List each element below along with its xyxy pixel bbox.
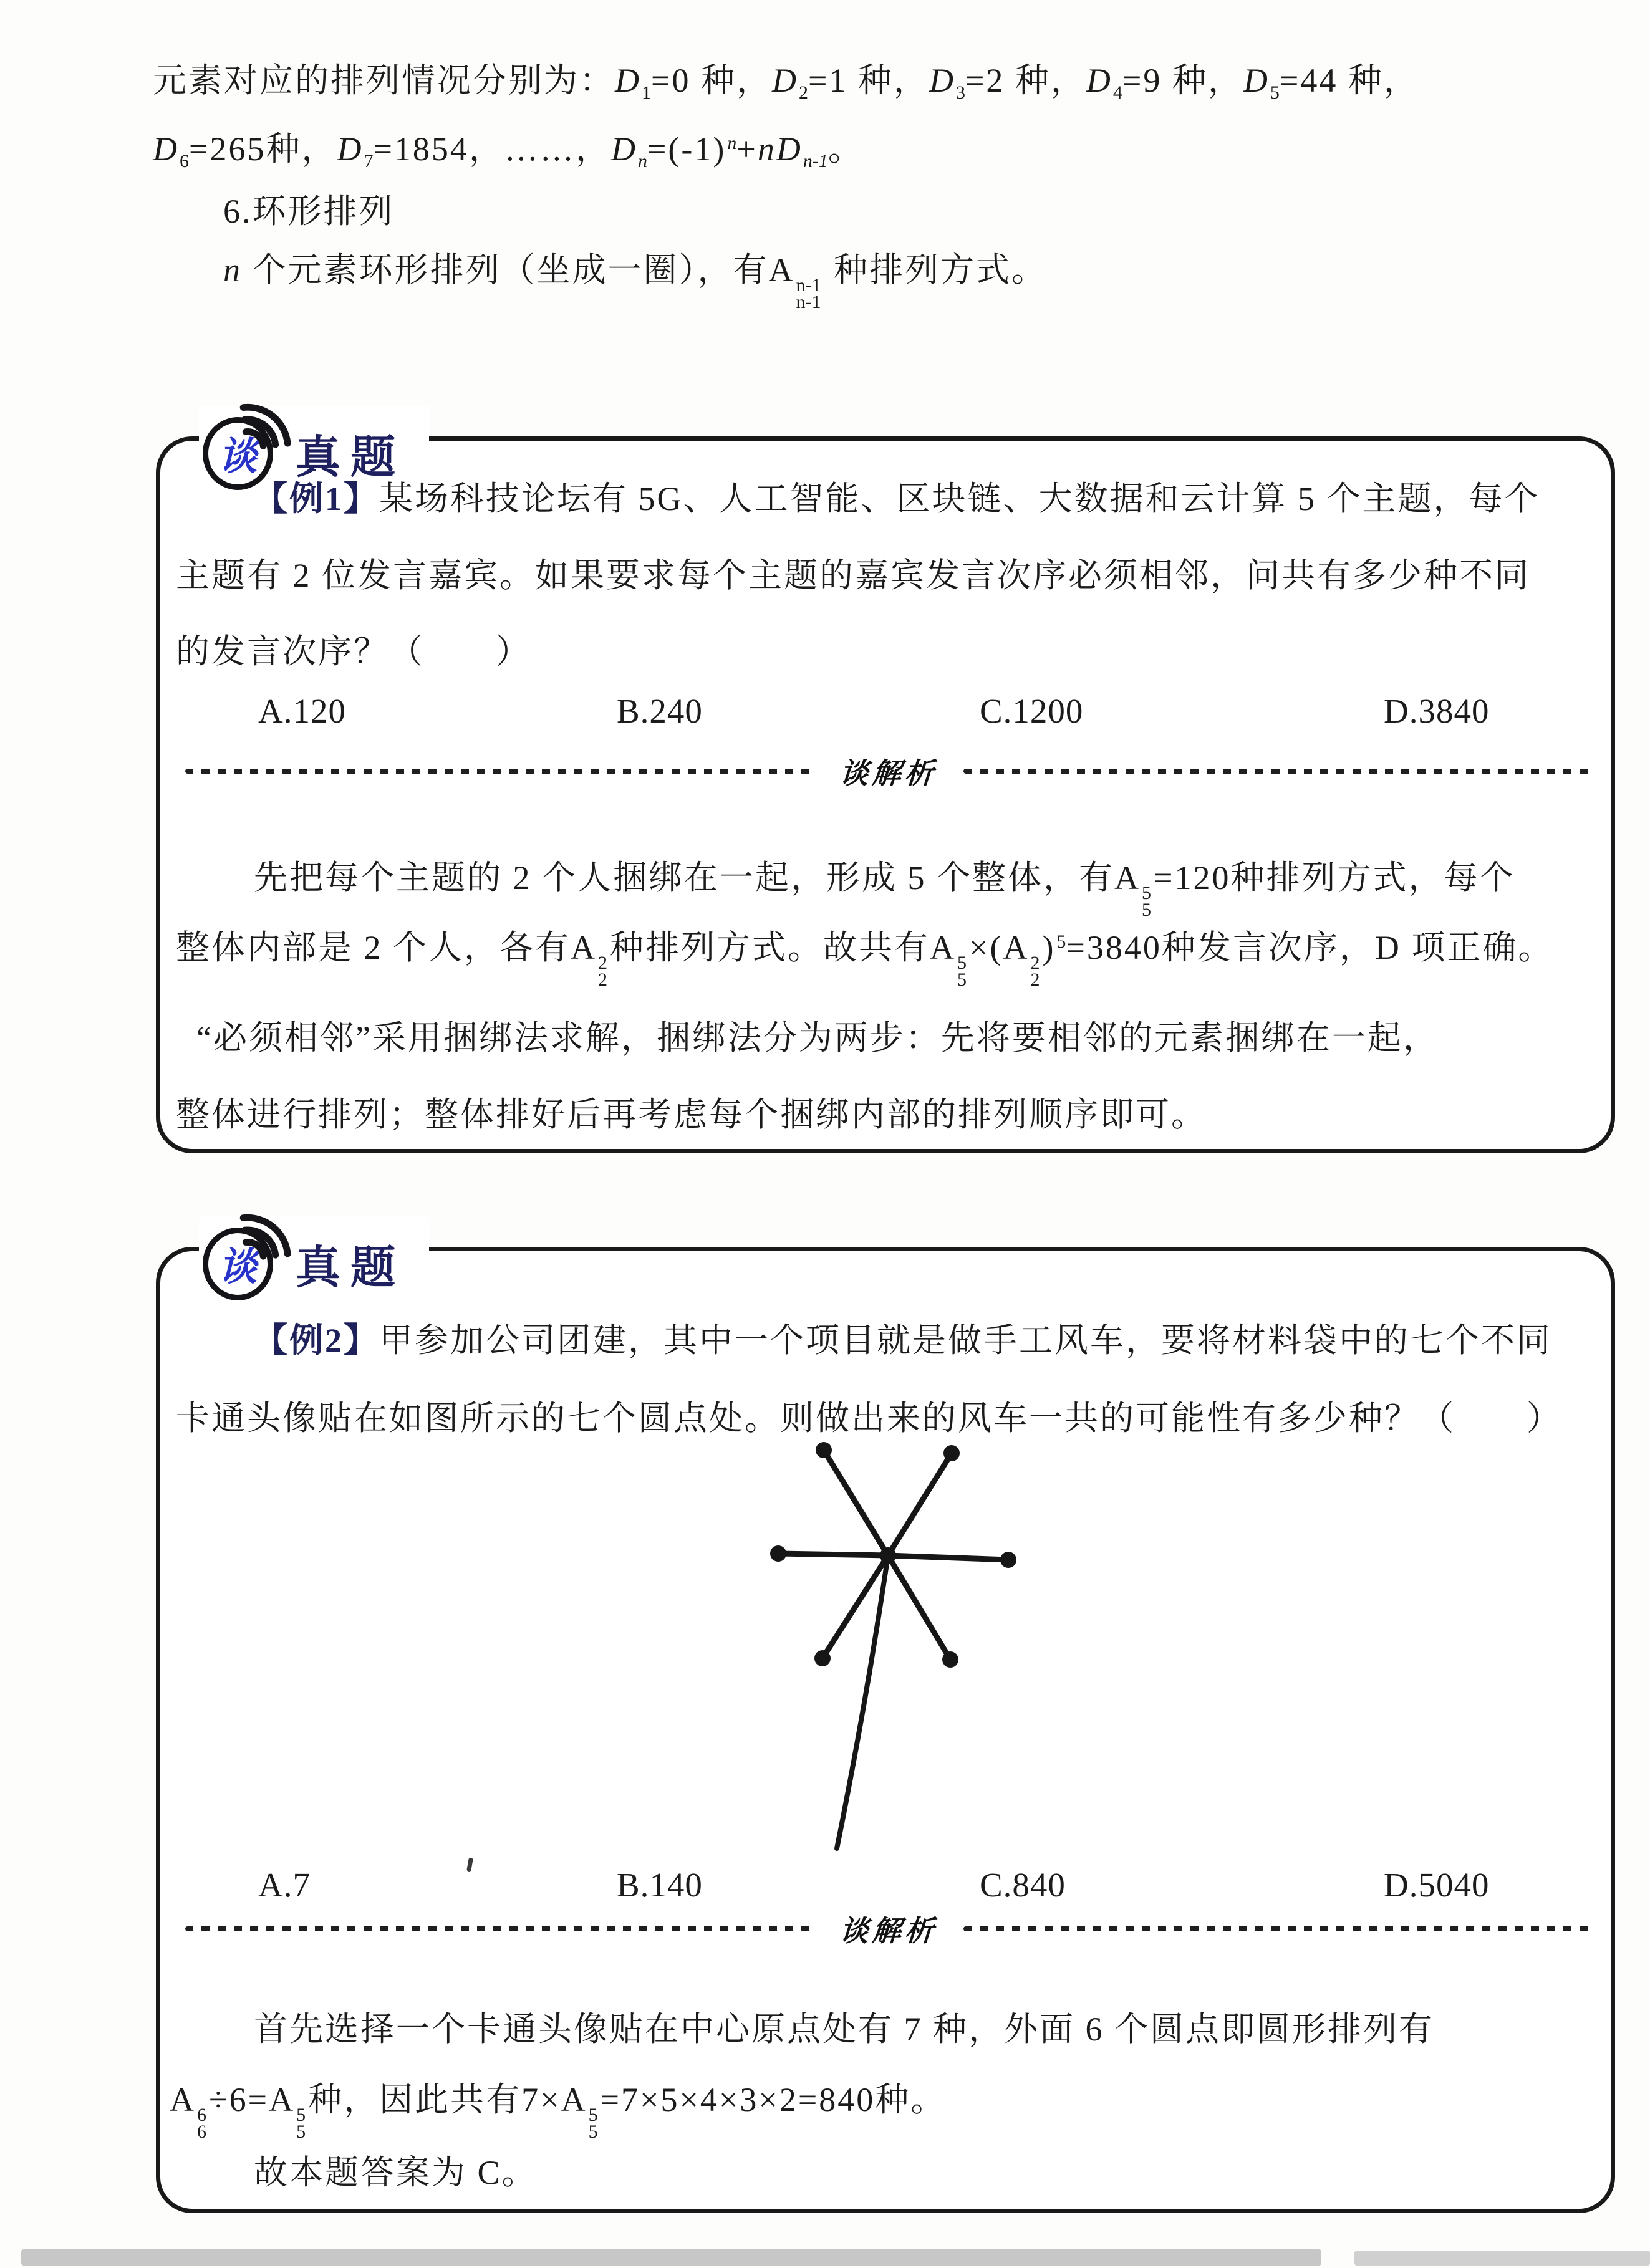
section-title: 6.环形排列 [223, 193, 395, 230]
option-a: A.7 [258, 1866, 311, 1904]
badge-glyph: 谈 [218, 435, 258, 478]
option-d: D.3840 [1384, 692, 1490, 730]
intro-line-2: $D_6=265$种，$D_7=1854$，……，$D_n=(-1)^n+nD_{n-1}$。 [153, 130, 864, 171]
dashed-line [963, 769, 1592, 774]
example1-solution-line-3: “必须相邻”采用捆绑法求解，捆绑法分为两步：先将要相邻的元素捆绑在一起， [196, 1019, 1439, 1057]
option-d: D.5040 [1384, 1866, 1490, 1904]
example2-box [156, 1243, 1615, 2213]
signal-waves-icon [234, 388, 302, 456]
scan-artifact-strip [21, 2249, 1321, 2266]
badge-label: 真题 [296, 1243, 406, 1293]
example1-solution-line-2: 整体内部是 2 个人，各有A 2 2 种排列方式。故共有A 5 5 ×(A 2 2 )$^5$=3840种发言次序，D 项正确。 [176, 929, 1554, 991]
analysis-divider-label: 谈解析 [838, 1915, 938, 1947]
intro-line-1: 元素对应的排列情况分别为：$D_1=0$ 种，$D_2=1$ 种，$D_3=2$ 种，$D_4=9$ 种，$D_5=44$ 种， [153, 62, 1419, 103]
analysis-divider [185, 754, 1592, 789]
example2-solution-line-2: A 6 6 ÷6=A 5 5 种，因此共有7×A 5 5 =7×5×4×3×2=840种。 [170, 2081, 947, 2143]
example1-solution-line-4: 整体进行排列；整体排好后再考虑每个捆绑内部的排列顺序即可。 [176, 1096, 1207, 1133]
scan-artifact-strip [1354, 2251, 1650, 2266]
example1-question-line-3: 的发言次序？（ ） [176, 633, 531, 670]
example1-solution-line-1: 先把每个主题的 2 个人捆绑在一起，形成 5 个整体，有A 5 5 =120种排列方式，每个 [254, 859, 1515, 921]
badge-label: 真题 [296, 433, 406, 483]
example1-question-line-2: 主题有 2 位发言嘉宾。如果要求每个主题的嘉宾发言次序必须相邻，问共有多少种不同 [176, 557, 1530, 594]
signal-waves-icon [234, 1199, 302, 1266]
dashed-line [185, 769, 814, 774]
example2-question-line-1: 【例2】甲参加公司团建，其中一个项目就是做手工风车，要将材料袋中的七个不同 [254, 1322, 1552, 1359]
dashed-line [963, 1926, 1592, 1931]
section-formula-line: n 个元素环形排列（坐成一圈），有A n-1 n-1 种排列方式。 [223, 251, 1047, 313]
option-b: B.140 [617, 1866, 703, 1904]
badge-circle [203, 1228, 273, 1300]
pinwheel-figure [709, 1435, 1058, 1872]
badge-glyph: 谈 [218, 1245, 258, 1289]
example2-solution-line-3: 故本题答案为 C。 [254, 2154, 538, 2191]
example2-question-line-2: 卡通头像贴在如图所示的七个圆点处。则做出来的风车一共的可能性有多少种？（ ） [176, 1400, 1562, 1437]
example1-box [156, 433, 1615, 1153]
example2-solution-line-1: 首先选择一个卡通头像贴在中心原点处有 7 种，外面 6 个圆点即圆形排列有 [254, 2011, 1434, 2048]
option-a: A.120 [258, 692, 346, 730]
analysis-divider [185, 1911, 1592, 1946]
example1-options-row [160, 691, 1611, 735]
option-b: B.240 [617, 692, 703, 730]
example2-options-row [160, 1865, 1611, 1909]
option-c: C.840 [980, 1866, 1066, 1904]
example1-question-line-1: 【例1】某场科技论坛有 5G、人工智能、区块链、大数据和云计算 5 个主题，每个 [254, 480, 1540, 517]
real-exam-badge [199, 1217, 429, 1310]
option-c: C.1200 [980, 692, 1084, 730]
dashed-line [185, 1926, 814, 1931]
analysis-divider-label: 谈解析 [838, 757, 938, 789]
